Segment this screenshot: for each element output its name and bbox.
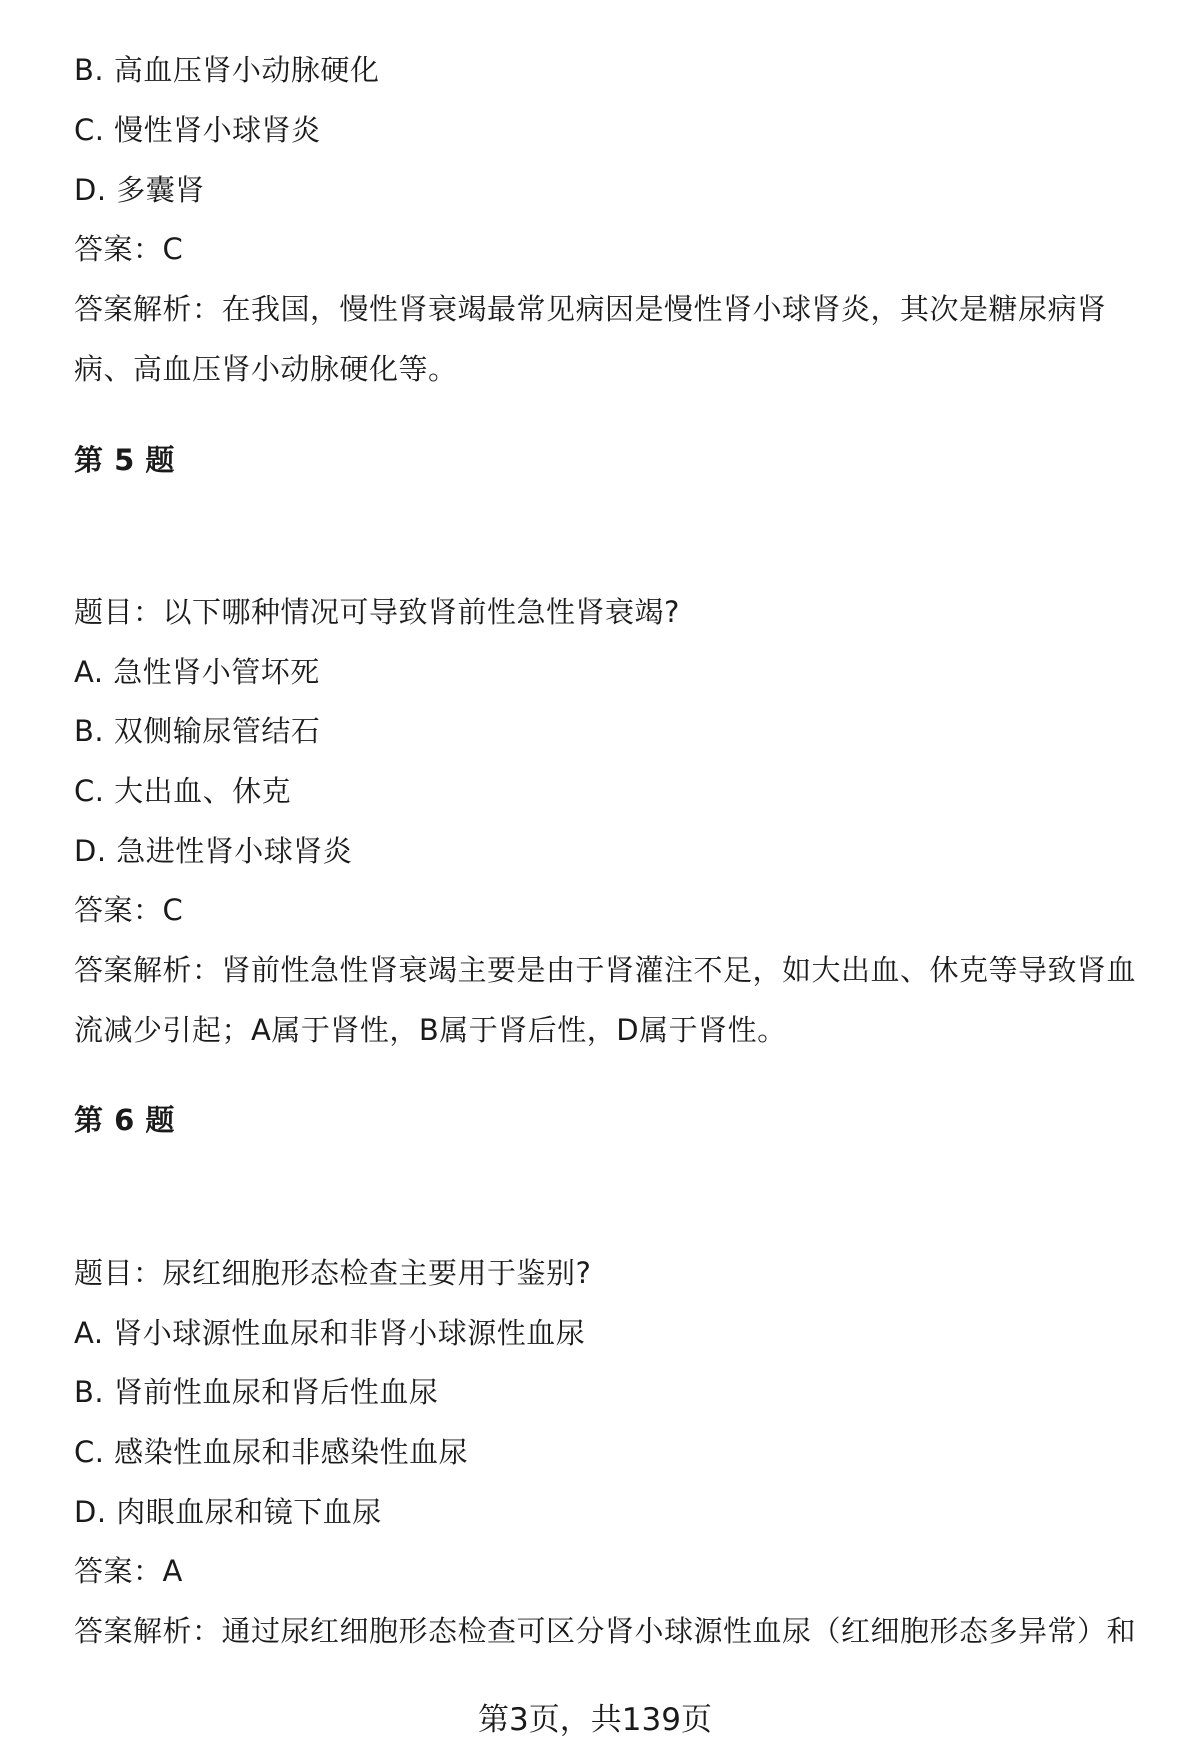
prev-answer: 答案：C: [74, 232, 184, 266]
q5-option-b: B. 双侧输尿管结石: [74, 714, 321, 748]
q6-explanation-line1: 答案解析：通过尿红细胞形态检查可区分肾小球源性血尿（红细胞形态多异常）和: [74, 1614, 1137, 1648]
page-indicator: 第3页，共139页: [478, 1702, 712, 1738]
q5-heading: 第 5 题: [74, 443, 175, 477]
prev-option-d: D. 多囊肾: [74, 173, 205, 207]
q6-option-d: D. 肉眼血尿和镜下血尿: [74, 1495, 382, 1529]
q5-option-c: C. 大出血、休克: [74, 774, 292, 808]
q6-answer: 答案：A: [74, 1554, 183, 1588]
prev-explanation-line2: 病、高血压肾小动脉硬化等。: [74, 352, 458, 386]
prev-option-b: B. 高血压肾小动脉硬化: [74, 53, 380, 87]
q6-heading: 第 6 题: [74, 1103, 175, 1137]
q6-question: 题目：尿红细胞形态检查主要用于鉴别?: [74, 1256, 592, 1290]
q5-option-d: D. 急进性肾小球肾炎: [74, 834, 353, 868]
prev-option-c: C. 慢性肾小球肾炎: [74, 113, 321, 147]
q6-option-b: B. 肾前性血尿和肾后性血尿: [74, 1375, 439, 1409]
q5-answer: 答案：C: [74, 893, 184, 927]
q5-explanation-line1: 答案解析：肾前性急性肾衰竭主要是由于肾灌注不足，如大出血、休克等导致肾血: [74, 953, 1137, 987]
prev-explanation-line1: 答案解析：在我国，慢性肾衰竭最常见病因是慢性肾小球肾炎，其次是糖尿病肾: [74, 292, 1107, 326]
q5-question: 题目：以下哪种情况可导致肾前性急性肾衰竭?: [74, 595, 680, 629]
q5-explanation-line2: 流减少引起；A属于肾性，B属于肾后性，D属于肾性。: [74, 1013, 787, 1047]
q5-option-a: A. 急性肾小管坏死: [74, 655, 320, 689]
q6-option-c: C. 感染性血尿和非感染性血尿: [74, 1435, 469, 1469]
q6-option-a: A. 肾小球源性血尿和非肾小球源性血尿: [74, 1316, 586, 1350]
